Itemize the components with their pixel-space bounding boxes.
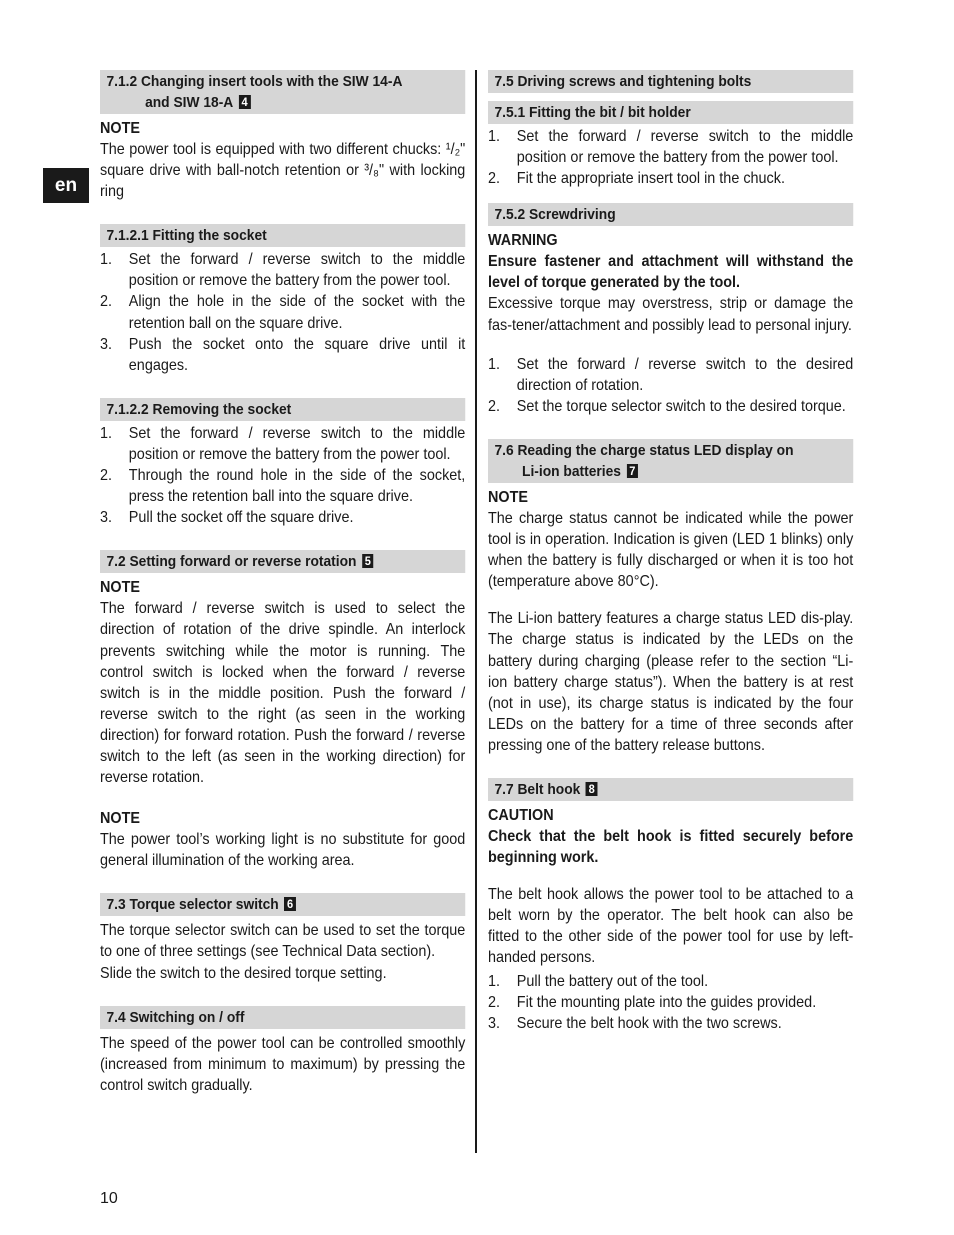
list-item: 1. Set the forward / reverse switch to the middle position or remove the battery from the power tool. (488, 128, 854, 167)
list-item: 1. Pull the battery out of the tool. (488, 972, 709, 990)
section-heading-7-3: 7.3 Torque selector switch 6 (100, 893, 465, 916)
warning-label: WARNING (488, 232, 558, 250)
figure-ref: 7 (626, 464, 638, 478)
section-heading-7-4: 7.4 Switching on / off (100, 1006, 465, 1029)
list-item: 1. Set the forward / reverse switch to the desired direction of rotation. (488, 355, 854, 394)
note-label: NOTE (488, 488, 529, 506)
right-column (488, 70, 853, 1034)
caution-label: CAUTION (488, 806, 554, 824)
section-heading-7-7: 7.7 Belt hook 8 (488, 778, 853, 801)
section-heading-7-1-2-1: 7.1.2.1 Fitting the socket (100, 224, 465, 247)
list-item: 2. Align the hole in the side of the socket with the retention ball on the square drive. (100, 293, 466, 332)
list-item: 3. Push the socket onto the square drive until it engages. (100, 335, 466, 374)
section-heading-7-5-1: 7.5.1 Fitting the bit / bit holder (488, 101, 853, 124)
caution-bold-text: Check that the belt hook is fitted securely before beginning work. (488, 827, 854, 867)
section-heading-7-1-2: 7.1.2 Changing insert tools with the SIW 14-A and SIW 18-A 4 (100, 70, 465, 114)
section-heading-7-1-2-2: 7.1.2.2 Removing the socket (100, 398, 465, 421)
list-item: 1. Set the forward / reverse switch to the middle position or remove the battery from the power tool. (100, 251, 466, 290)
paragraph: The torque selector switch can be used to set the torque to one of three settings (see Technical Data section). (100, 922, 466, 961)
paragraph: The power tool’s working light is no substitute for good general illumination of the working area. (100, 831, 466, 870)
paragraph: The charge status cannot be indicated while the power tool is in operation. Indication is given (LED 1 blinks) only when the battery is fully discharged or when it is too hot (temperature above 80°C). (488, 509, 854, 591)
list-item: 1. Set the forward / reverse switch to the middle position or remove the battery from the power tool. (100, 424, 466, 463)
paragraph: The speed of the power tool can be controlled smoothly (increased from minimum to maximum) by pressing the control switch gradually. (100, 1034, 466, 1094)
list-item: 3. Secure the belt hook with the two screws. (488, 1014, 782, 1032)
numbered-list (100, 249, 465, 376)
paragraph: The forward / reverse switch is used to select the direction of rotation of the drive spindle. An interlock prevents switching while the motor is running. The control switch is locked when the forward / reverse switch is in the middle position. Push the forward / reverse switch to the right (as seen in the working direction) for forward rotation. Push the forward / reverse switch to the left (as seen in the working direction) for reverse rotation. (100, 600, 466, 787)
language-tab (43, 168, 89, 203)
note-label: NOTE (100, 579, 141, 597)
section-heading-7-6: 7.6 Reading the charge status LED display on Li-ion batteries 7 (488, 439, 853, 483)
figure-ref: 4 (239, 95, 251, 109)
note-label: NOTE (100, 810, 141, 828)
numbered-list (488, 126, 853, 189)
numbered-list (488, 354, 853, 417)
column-divider (475, 70, 477, 1153)
numbered-list (488, 971, 853, 1034)
list-item: 3. Pull the socket off the square drive. (100, 509, 354, 527)
language-label: en (54, 174, 78, 196)
section-heading-7-2: 7.2 Setting forward or reverse rotation 5 (100, 550, 465, 573)
list-item: 2. Set the torque selector switch to the desired torque. (488, 397, 846, 415)
figure-ref: 6 (284, 897, 296, 911)
section-heading-7-5: 7.5 Driving screws and tightening bolts (488, 70, 853, 93)
paragraph: Slide the switch to the desired torque setting. (100, 964, 387, 982)
list-item: 2. Fit the mounting plate into the guides provided. (488, 993, 817, 1011)
warning-bold-text: Ensure fastener and attachment will withstand the level of torque generated by the tool. (488, 253, 854, 292)
left-column (100, 70, 465, 1096)
page-number: 10 (100, 1190, 118, 1207)
numbered-list (100, 423, 465, 528)
figure-ref: 8 (586, 782, 598, 796)
list-item: 2. Fit the appropriate insert tool in the chuck. (488, 170, 785, 188)
section-heading-7-5-2: 7.5.2 Screwdriving (488, 203, 853, 226)
paragraph: The power tool is equipped with two different chucks: ¹/₂" square drive with ball-notch retention or ³/₈" with locking ring (100, 141, 466, 201)
figure-ref: 5 (362, 554, 374, 568)
list-item: 2. Through the round hole in the side of the socket, press the retention ball into the square drive. (100, 467, 466, 506)
paragraph: The belt hook allows the power tool to be attached to a belt worn by the operator. The belt hook can also be fitted to the other side of the power tool for use by left-handed persons. (488, 886, 854, 967)
paragraph: Excessive torque may overstress, strip or damage the fas-tener/attachment and possibly lead to personal injury. (488, 295, 854, 334)
paragraph: The Li-ion battery features a charge status LED dis-play. The charge status is indicated by the LEDs on the battery during charging (please refer to the section “Li-ion battery charge status”). When the battery is at rest (not in use), its charge status is indicated by the four LEDs on the battery for a time of three seconds after pressing one of the battery release buttons. (488, 610, 854, 754)
note-label: NOTE (100, 120, 141, 137)
